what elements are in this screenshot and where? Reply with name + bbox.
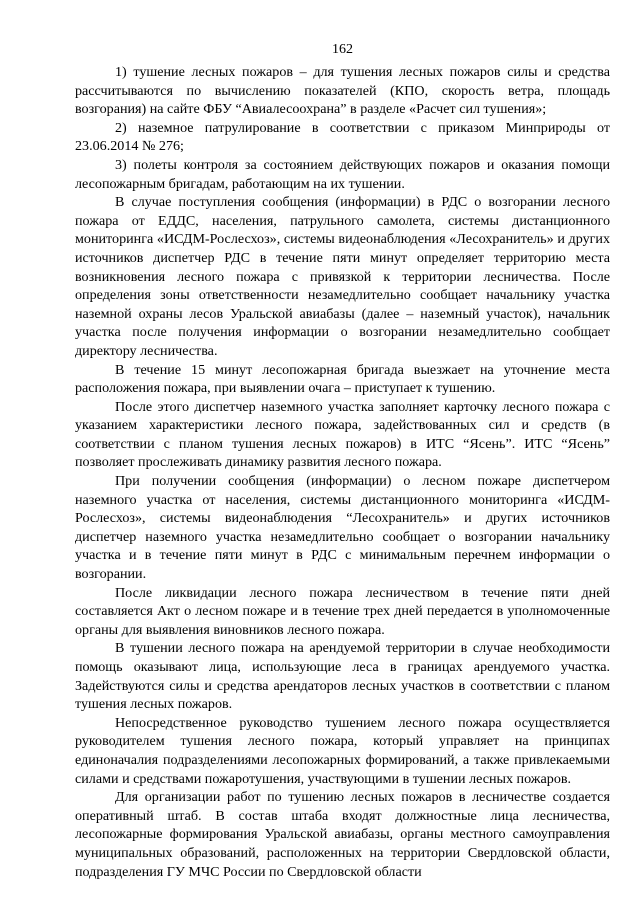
- paragraph-ground-dispatcher: При получении сообщения (информации) о лесном пожаре диспетчером наземного участка от населения, системы дистанционного мониторинга «ИСДМ-Рослесхоз», системы видеонаблюдения “Лесохранитель» и других источников диспетчер наземного участка незамедлительно сообщает о возгорании начальнику участка и в течение пяти минут в РДС с минимальным перечнем информации о возгорании.: [75, 473, 610, 583]
- paragraph-fire-report: В случае поступления сообщения (информации) в РДС о возгорании лесного пожара от ЕДДС, населения, патрульного самолета, системы дистанционного мониторинга «ИСДМ-Рослесхоз», системы видеонаблюдения «Лесохранитель» и других источников диспетчер РДС в течение пяти минут определяет территорию места возникновения лесного пожара с привязкой к территории лесничества. После определения зоны ответственности незамедлительно сообщает начальнику участка наземной охраны лесов Уральской авиабазы (далее – наземный участок), начальник участка после получения информации о возгорании незамедлительно сообщает директору лесничества.: [75, 194, 610, 359]
- paragraph-fire-act: После ликвидации лесного пожара лесничеством в течение пяти дней составляется Акт о лесном пожаре и в течение трех дней передается в уполномоченные органы для выявления виновников лесного пожара.: [75, 584, 610, 638]
- document-page: [75, 0, 610, 881]
- paragraph-fire-card: После этого диспетчер наземного участка заполняет карточку лесного пожара с указанием характеристики лесного пожара, задействованных сил и средств (в соответствии с планом тушения лесных пожаров) в ИТС “Ясень”. ИТС “Ясень” позволяет прослеживать динамику развития лесного пожара.: [75, 398, 610, 471]
- paragraph-list-item-3: 3) полеты контроля за состоянием действующих пожаров и оказания помощи лесопожарным бригадам, работающим на их тушении.: [75, 156, 610, 192]
- paragraph-direct-management: Непосредственное руководство тушением лесного пожара осуществляется руководителем тушения лесного пожара, который управляет на принципах единоначалия подразделениями лесопожарных формирований, а также привлекаемыми силами и средствами пожаротушения, участвующими в тушении лесных пожаров.: [75, 714, 610, 787]
- paragraph-leased-territory: В тушении лесного пожара на арендуемой территории в случае необходимости помощь оказывают лица, использующие леса в границах арендуемого участка. Задействуются силы и средства арендаторов лесных участков в соответствии с планом тушения лесных пожаров.: [75, 640, 610, 713]
- paragraph-list-item-1: 1) тушение лесных пожаров – для тушения лесных пожаров силы и средства рассчитываются по вычислению показателей (КПО, скорость ветра, площадь возгорания) на сайте ФБУ “Авиалесоохрана” в разделе «Расчет сил тушения»;: [75, 64, 610, 118]
- paragraph-list-item-2: 2) наземное патрулирование в соответствии с приказом Минприроды от 23.06.2014 № 276;: [75, 119, 610, 155]
- document-body: [75, 63, 610, 881]
- paragraph-operational-staff: Для организации работ по тушению лесных пожаров в лесничестве создается оперативный штаб. В состав штаба входят должностные лица лесничества, лесопожарные формирования Уральской авиабазы, органы местного самоуправления муниципальных образований, расположенных на территории Свердловской области, подразделения ГУ МЧС России по Свердловской области: [75, 789, 610, 880]
- page-number: 162: [332, 42, 353, 57]
- paragraph-brigade-departure: В течение 15 минут лесопожарная бригада выезжает на уточнение места расположения пожара, при выявлении очага – приступает к тушению.: [75, 361, 610, 397]
